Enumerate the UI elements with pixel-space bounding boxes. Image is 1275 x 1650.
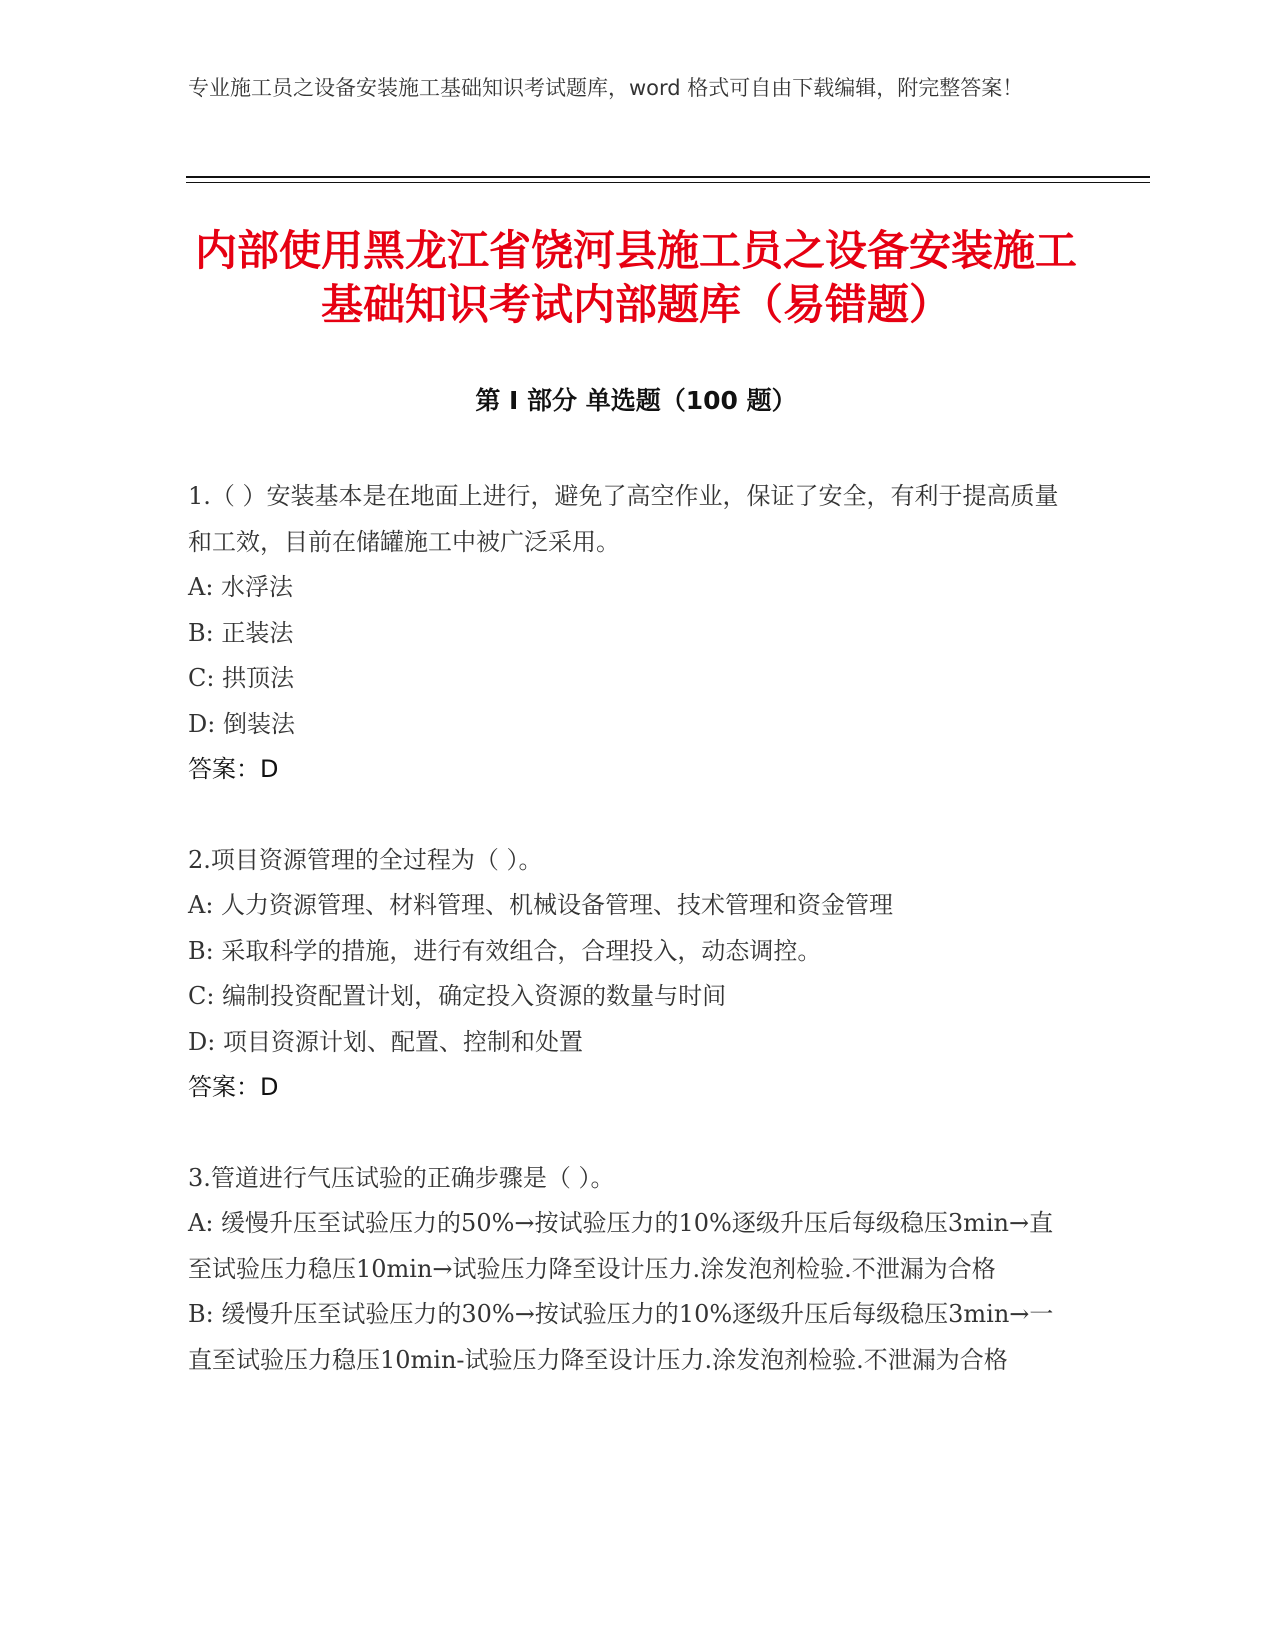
question-3 [188,1156,1068,1384]
answer: 答案：D [188,755,279,783]
header-divider-thin [186,182,1150,183]
question-stem: 3.管道进行气压试验的正确步骤是（ ）。 [188,1163,615,1192]
option-a: A: 人力资源管理、材料管理、机械设备管理、技术管理和资金管理 [188,891,894,919]
header-note: 专业施工员之设备安装施工基础知识考试题库，word 格式可自由下载编辑，附完整答案！ [188,76,1024,100]
option-b: B: 正装法 [188,618,294,647]
option-b: B: 缓慢升压至试验压力的30%→按试验压力的10%逐级升压后每级稳压3min→一直至试验压力稳压10min-试验压力降至设计压力.涂发泡剂检验.不泄漏为合格 [188,1300,1054,1374]
document-title: 内部使用黑龙江省饶河县施工员之设备安装施工基础知识考试内部题库（易错题） [194,226,1077,329]
option-d: D: 倒装法 [188,709,295,738]
option-d: D: 项目资源计划、配置、控制和处置 [188,1027,583,1056]
section-title: 第 I 部分 单选题（100 题） [475,386,797,415]
option-b: B: 采取科学的措施，进行有效组合，合理投入，动态调控。 [188,936,822,965]
question-stem: 1.（ ）安装基本是在地面上进行，避免了高空作业，保证了安全，有利于提高质量和工效，目前在储罐施工中被广泛采用。 [188,482,1059,556]
question-list [188,474,1068,1428]
option-a: A: 缓慢升压至试验压力的50%→按试验压力的10%逐级升压后每级稳压3min→直至试验压力稳压10min→试验压力降至设计压力.涂发泡剂检验.不泄漏为合格 [188,1209,1054,1283]
option-c: C: 编制投资配置计划，确定投入资源的数量与时间 [188,982,727,1010]
option-c: C: 拱顶法 [188,664,295,692]
question-2 [188,838,1068,1111]
question-1 [188,474,1068,793]
question-stem: 2.项目资源管理的全过程为（ ）。 [188,845,543,874]
answer: 答案：D [188,1073,279,1101]
header-divider-thick [186,176,1150,178]
option-a: A: 水浮法 [188,573,294,601]
